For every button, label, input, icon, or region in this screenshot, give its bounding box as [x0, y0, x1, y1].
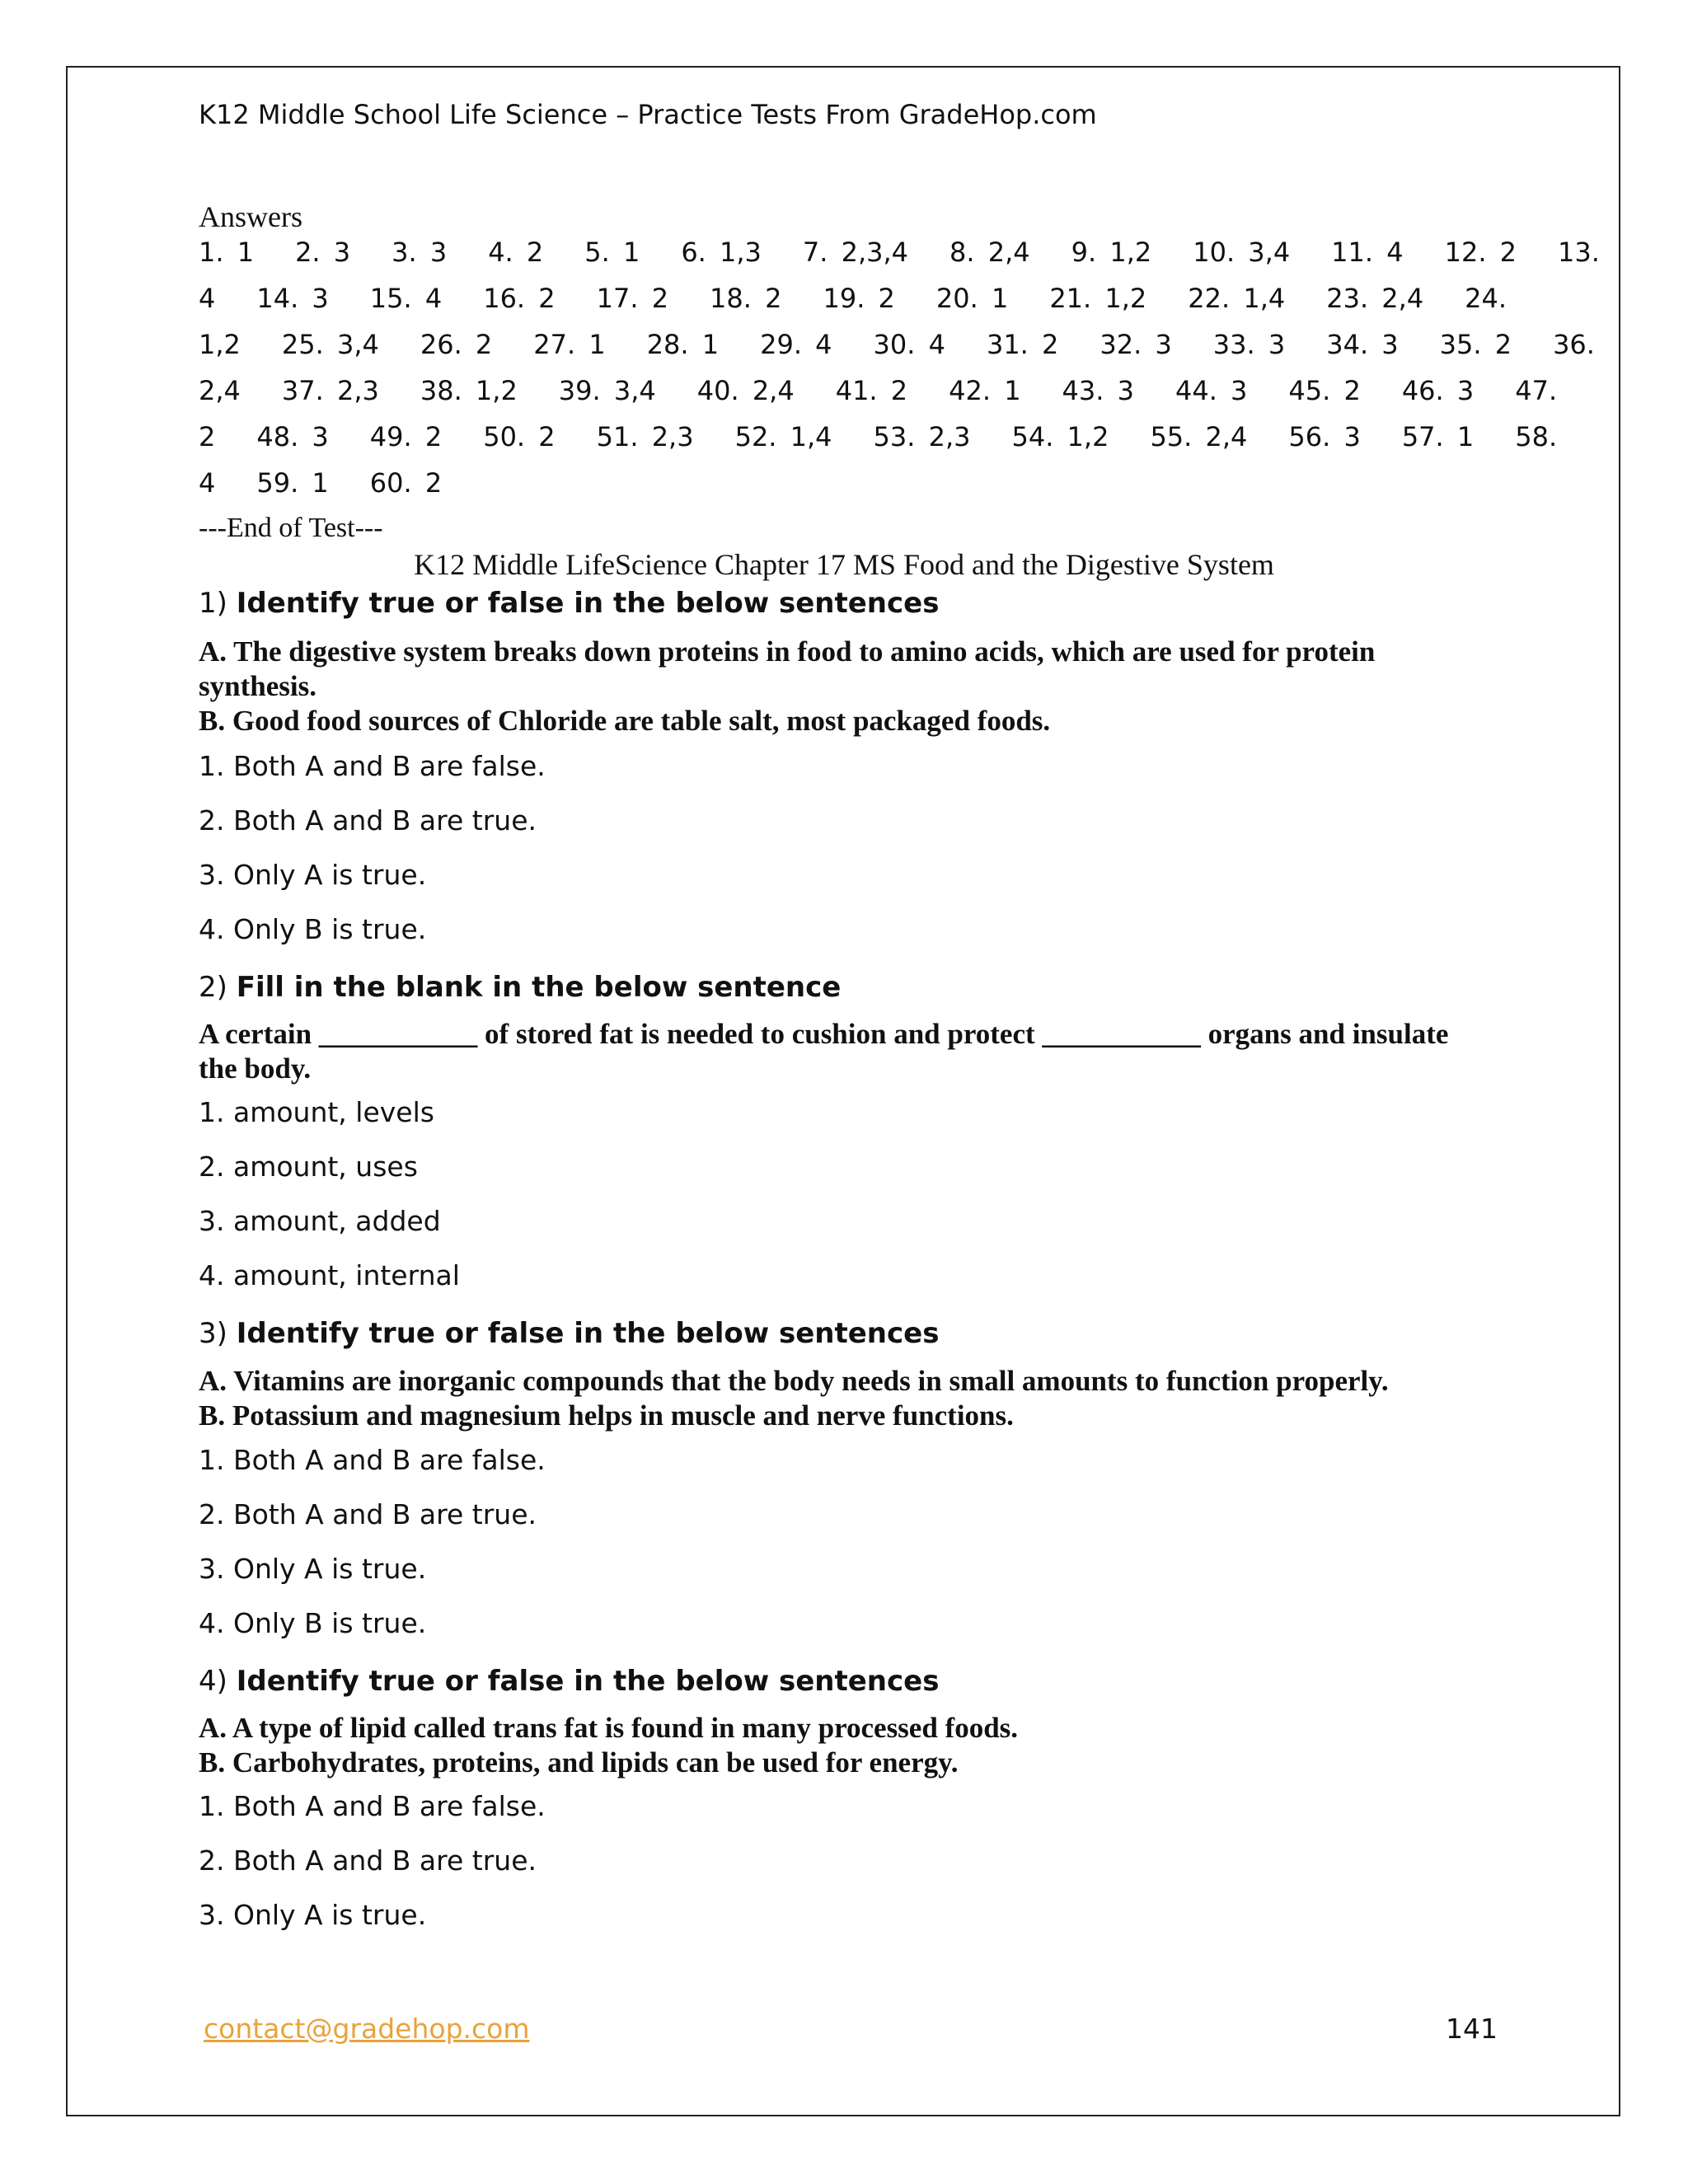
question-number: 3)	[199, 1317, 227, 1350]
answer-entry: 33. 3	[1212, 329, 1286, 360]
question-3-option-2: 2. Both A and B are true.	[199, 1498, 537, 1530]
question-1-statement-a: A. The digestive system breaks down proteins in food to amino acids, which are used for protein synthesis.	[199, 635, 1376, 702]
question-1-option-1: 1. Both A and B are false.	[199, 750, 546, 782]
answer-entry: 25. 3,4	[281, 329, 379, 360]
answer-entry: 59. 1	[256, 467, 329, 499]
answer-entry: 60. 2	[369, 467, 443, 499]
answer-entry: 41. 2	[835, 375, 908, 406]
question-2-heading	[199, 971, 841, 1004]
answer-entry: 5. 1	[584, 237, 640, 268]
question-3-heading	[199, 1317, 939, 1350]
answer-entry: 1,2	[199, 329, 241, 360]
question-2-option-1: 1. amount, levels	[199, 1096, 434, 1128]
answer-entry: 21. 1,2	[1049, 283, 1147, 314]
answer-entry: 48. 3	[256, 421, 329, 452]
answer-entry: 37. 2,3	[281, 375, 379, 406]
question-4-option-3: 3. Only A is true.	[199, 1899, 427, 1931]
answer-entry: 4	[199, 283, 216, 314]
answer-entry: 23. 2,4	[1326, 283, 1424, 314]
answer-entry: 46. 3	[1401, 375, 1475, 406]
answer-entry: 11. 4	[1331, 237, 1404, 268]
end-of-test: ---End of Test---	[199, 513, 383, 543]
question-3-statement-b: B. Potassium and magnesium helps in muscle and nerve functions.	[199, 1399, 1014, 1432]
answer-entry: 35. 2	[1439, 329, 1512, 360]
answer-entry: 52. 1,4	[734, 421, 832, 452]
answer-entry: 12. 2	[1444, 237, 1517, 268]
answer-entry: 2	[199, 421, 216, 452]
question-number: 1)	[199, 587, 227, 620]
answer-entry: 19. 2	[823, 283, 895, 314]
answer-entry: 53. 2,3	[873, 421, 971, 452]
answer-entry: 20. 1	[935, 283, 1009, 314]
answer-entry: 10. 3,4	[1193, 237, 1291, 268]
answer-entry: 31. 2	[986, 329, 1059, 360]
contact-email-link[interactable]: contact@gradehop.com	[204, 2013, 530, 2045]
answer-entry: 14. 3	[256, 283, 329, 314]
answer-entry: 40. 2,4	[696, 375, 795, 406]
answer-entry: 9. 1,2	[1071, 237, 1152, 268]
answer-entry: 18. 2	[710, 283, 782, 314]
chapter-title: K12 Middle LifeScience Chapter 17 MS Food and the Digestive System	[414, 548, 1274, 581]
question-2-option-2: 2. amount, uses	[199, 1151, 418, 1183]
answer-entry: 8. 2,4	[950, 237, 1030, 268]
answer-entry: 6. 1,3	[681, 237, 762, 268]
page-number: 141	[1446, 2013, 1498, 2045]
answer-entry: 26. 2	[420, 329, 493, 360]
question-number: 4)	[199, 1665, 227, 1698]
answer-entry: 16. 2	[483, 283, 556, 314]
answer-entry: 58.	[1515, 421, 1558, 452]
page-header: K12 Middle School Life Science – Practice Tests From GradeHop.com	[199, 99, 1097, 130]
question-2-option-3: 3. amount, added	[199, 1205, 441, 1237]
question-2-option-4: 4. amount, internal	[199, 1259, 460, 1291]
answer-entry: 22. 1,4	[1188, 283, 1286, 314]
answer-entry: 17. 2	[596, 283, 669, 314]
answer-entry: 39. 3,4	[558, 375, 656, 406]
answer-entry: 38. 1,2	[420, 375, 518, 406]
answer-entry: 13.	[1558, 237, 1600, 268]
answer-entry: 28. 1	[646, 329, 720, 360]
answer-entry: 15. 4	[369, 283, 443, 314]
question-number: 2)	[199, 971, 227, 1004]
answer-entry: 47.	[1515, 375, 1558, 406]
answer-entry: 42. 1	[949, 375, 1021, 406]
question-prompt: Identify true or false in the below sentences	[236, 1317, 940, 1350]
answer-entry: 44. 3	[1175, 375, 1248, 406]
answer-entry: 51. 2,3	[596, 421, 694, 452]
answer-entry: 2. 3	[295, 237, 351, 268]
answer-entry: 57. 1	[1401, 421, 1475, 452]
question-1-option-4: 4. Only B is true.	[199, 913, 427, 945]
answer-entry: 2,4	[199, 375, 241, 406]
question-3-option-3: 3. Only A is true.	[199, 1553, 427, 1585]
answer-entry: 56. 3	[1288, 421, 1361, 452]
answer-key	[199, 236, 1600, 513]
answer-key-line	[199, 282, 1507, 328]
question-3-option-1: 1. Both A and B are false.	[199, 1444, 546, 1476]
question-1-heading	[199, 587, 939, 620]
question-3-statement-a: A. Vitamins are inorganic compounds that the body needs in small amounts to function properly.	[199, 1365, 1389, 1397]
question-4-option-1: 1. Both A and B are false.	[199, 1790, 546, 1822]
answers-title: Answers	[199, 200, 302, 233]
answer-key-line	[199, 236, 1600, 282]
question-prompt: Identify true or false in the below sentences	[236, 1665, 940, 1698]
answer-key-line	[199, 466, 1484, 513]
answer-key-line	[199, 328, 1595, 374]
question-prompt: Identify true or false in the below sentences	[236, 587, 940, 620]
answer-entry: 50. 2	[483, 421, 556, 452]
answer-entry: 54. 1,2	[1011, 421, 1109, 452]
question-3-option-4: 4. Only B is true.	[199, 1607, 427, 1639]
question-4-statement-a: A. A type of lipid called trans fat is found in many processed foods.	[199, 1712, 1019, 1744]
answer-entry: 7. 2,3,4	[802, 237, 909, 268]
answer-key-line	[199, 420, 1558, 466]
answer-entry: 4. 2	[488, 237, 544, 268]
answer-entry: 3. 3	[392, 237, 448, 268]
answer-entry: 4	[199, 467, 216, 499]
answer-entry: 32. 3	[1100, 329, 1172, 360]
question-4-option-2: 2. Both A and B are true.	[199, 1844, 537, 1877]
question-1-option-2: 2. Both A and B are true.	[199, 804, 537, 837]
question-prompt: Fill in the blank in the below sentence	[236, 971, 842, 1004]
question-4-statement-b: B. Carbohydrates, proteins, and lipids can be used for energy.	[199, 1746, 959, 1779]
answer-entry: 24.	[1465, 283, 1507, 314]
answer-entry: 34. 3	[1326, 329, 1399, 360]
answer-entry: 29. 4	[760, 329, 832, 360]
question-1-option-3: 3. Only A is true.	[199, 859, 427, 891]
question-2-statement: A certain ___________ of stored fat is needed to cushion and protect ___________ organs and insulate the body.	[199, 1018, 1449, 1085]
answer-key-line	[199, 374, 1558, 420]
question-4-heading	[199, 1665, 939, 1698]
answer-entry: 49. 2	[369, 421, 443, 452]
answer-entry: 30. 4	[873, 329, 945, 360]
answer-entry: 43. 3	[1062, 375, 1134, 406]
answer-entry: 27. 1	[533, 329, 606, 360]
question-1-statement-b: B. Good food sources of Chloride are table salt, most packaged foods.	[199, 705, 1051, 737]
answer-entry: 36.	[1553, 329, 1595, 360]
answer-entry: 55. 2,4	[1150, 421, 1248, 452]
answer-entry: 1. 1	[199, 237, 255, 268]
answer-entry: 45. 2	[1288, 375, 1361, 406]
